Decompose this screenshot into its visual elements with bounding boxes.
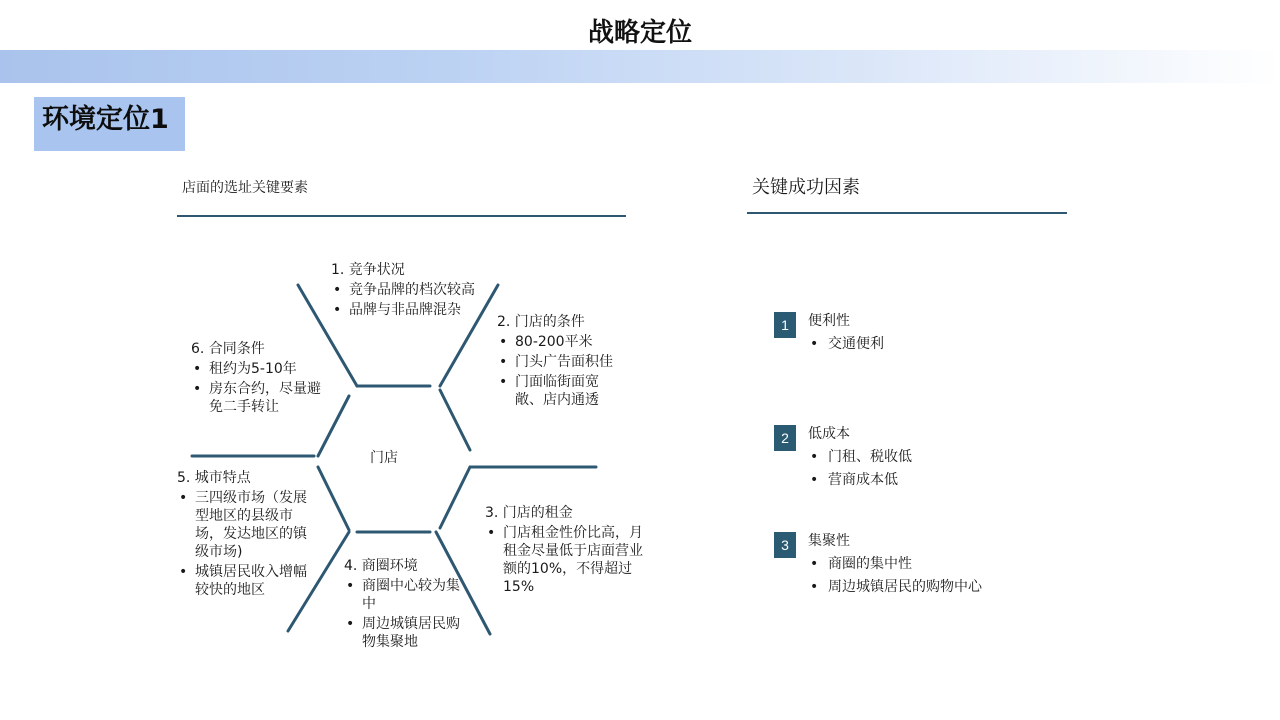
factor-title: 低成本 — [808, 426, 850, 442]
page-title: 战略定位 — [587, 18, 692, 48]
success-factor-low-cost — [808, 425, 912, 489]
list-item: • 租约为5-10年 — [191, 360, 331, 378]
block-title: 4. 商圈环境 — [344, 558, 418, 574]
list-item: • 门店租金性价比高，月租金尽量低于店面营业额的10%，不得超过15% — [485, 524, 655, 596]
factor-title: 便利性 — [808, 313, 850, 329]
factor-block-store-conditions — [497, 313, 617, 409]
list-item: • 商圈中心较为集中 — [344, 577, 470, 613]
list-item: • 营商成本低 — [808, 471, 912, 489]
hex-edge-lower-right — [440, 467, 470, 528]
list-item: • 门租、税收低 — [808, 448, 912, 466]
list-item: • 竞争品牌的档次较高 — [331, 281, 501, 299]
success-factor-agglomeration — [808, 532, 982, 596]
list-item: • 三四级市场（发展型地区的县级市场，发达地区的镇级市场) — [177, 489, 317, 561]
list-item: • 门头广告面积佳 — [497, 353, 617, 371]
factor-number-badge: 2 — [774, 425, 796, 451]
list-item: • 周边城镇居民的购物中心 — [808, 578, 982, 596]
success-factor-convenience — [808, 312, 884, 353]
hex-edge-lower-left — [318, 467, 349, 530]
center-store-label: 门店 — [370, 450, 398, 466]
list-item: • 商圈的集中性 — [808, 555, 982, 573]
list-item: • 交通便利 — [808, 335, 884, 353]
list-item: • 80-200平米 — [497, 333, 617, 351]
factor-title: 集聚性 — [808, 533, 850, 549]
block-title: 3. 门店的租金 — [485, 505, 573, 521]
list-item: • 品牌与非品牌混杂 — [331, 301, 501, 319]
left-heading: 店面的选址关键要素 — [182, 180, 308, 196]
factor-number-badge: 3 — [774, 532, 796, 558]
section-label: 环境定位1 — [34, 97, 185, 151]
list-item: • 房东合约，尽量避免二手转让 — [191, 380, 331, 416]
hex-edge-upper-right — [440, 390, 470, 450]
block-title: 2. 门店的条件 — [497, 314, 585, 330]
factor-block-competition — [331, 261, 501, 319]
block-title: 6. 合同条件 — [191, 341, 265, 357]
list-item: • 门面临街面宽敞、店内通透 — [497, 373, 617, 409]
right-heading: 关键成功因素 — [752, 177, 860, 198]
factor-block-city-features — [177, 469, 317, 599]
factor-block-rent — [485, 504, 655, 596]
list-item: • 城镇居民收入增幅较快的地区 — [177, 563, 317, 599]
list-item: • 周边城镇居民购物集聚地 — [344, 615, 470, 651]
factor-block-business-district — [344, 557, 470, 651]
block-title: 1. 竞争状况 — [331, 262, 405, 278]
factor-block-contract — [191, 340, 331, 416]
factor-number-badge: 1 — [774, 312, 796, 338]
block-title: 5. 城市特点 — [177, 470, 251, 486]
